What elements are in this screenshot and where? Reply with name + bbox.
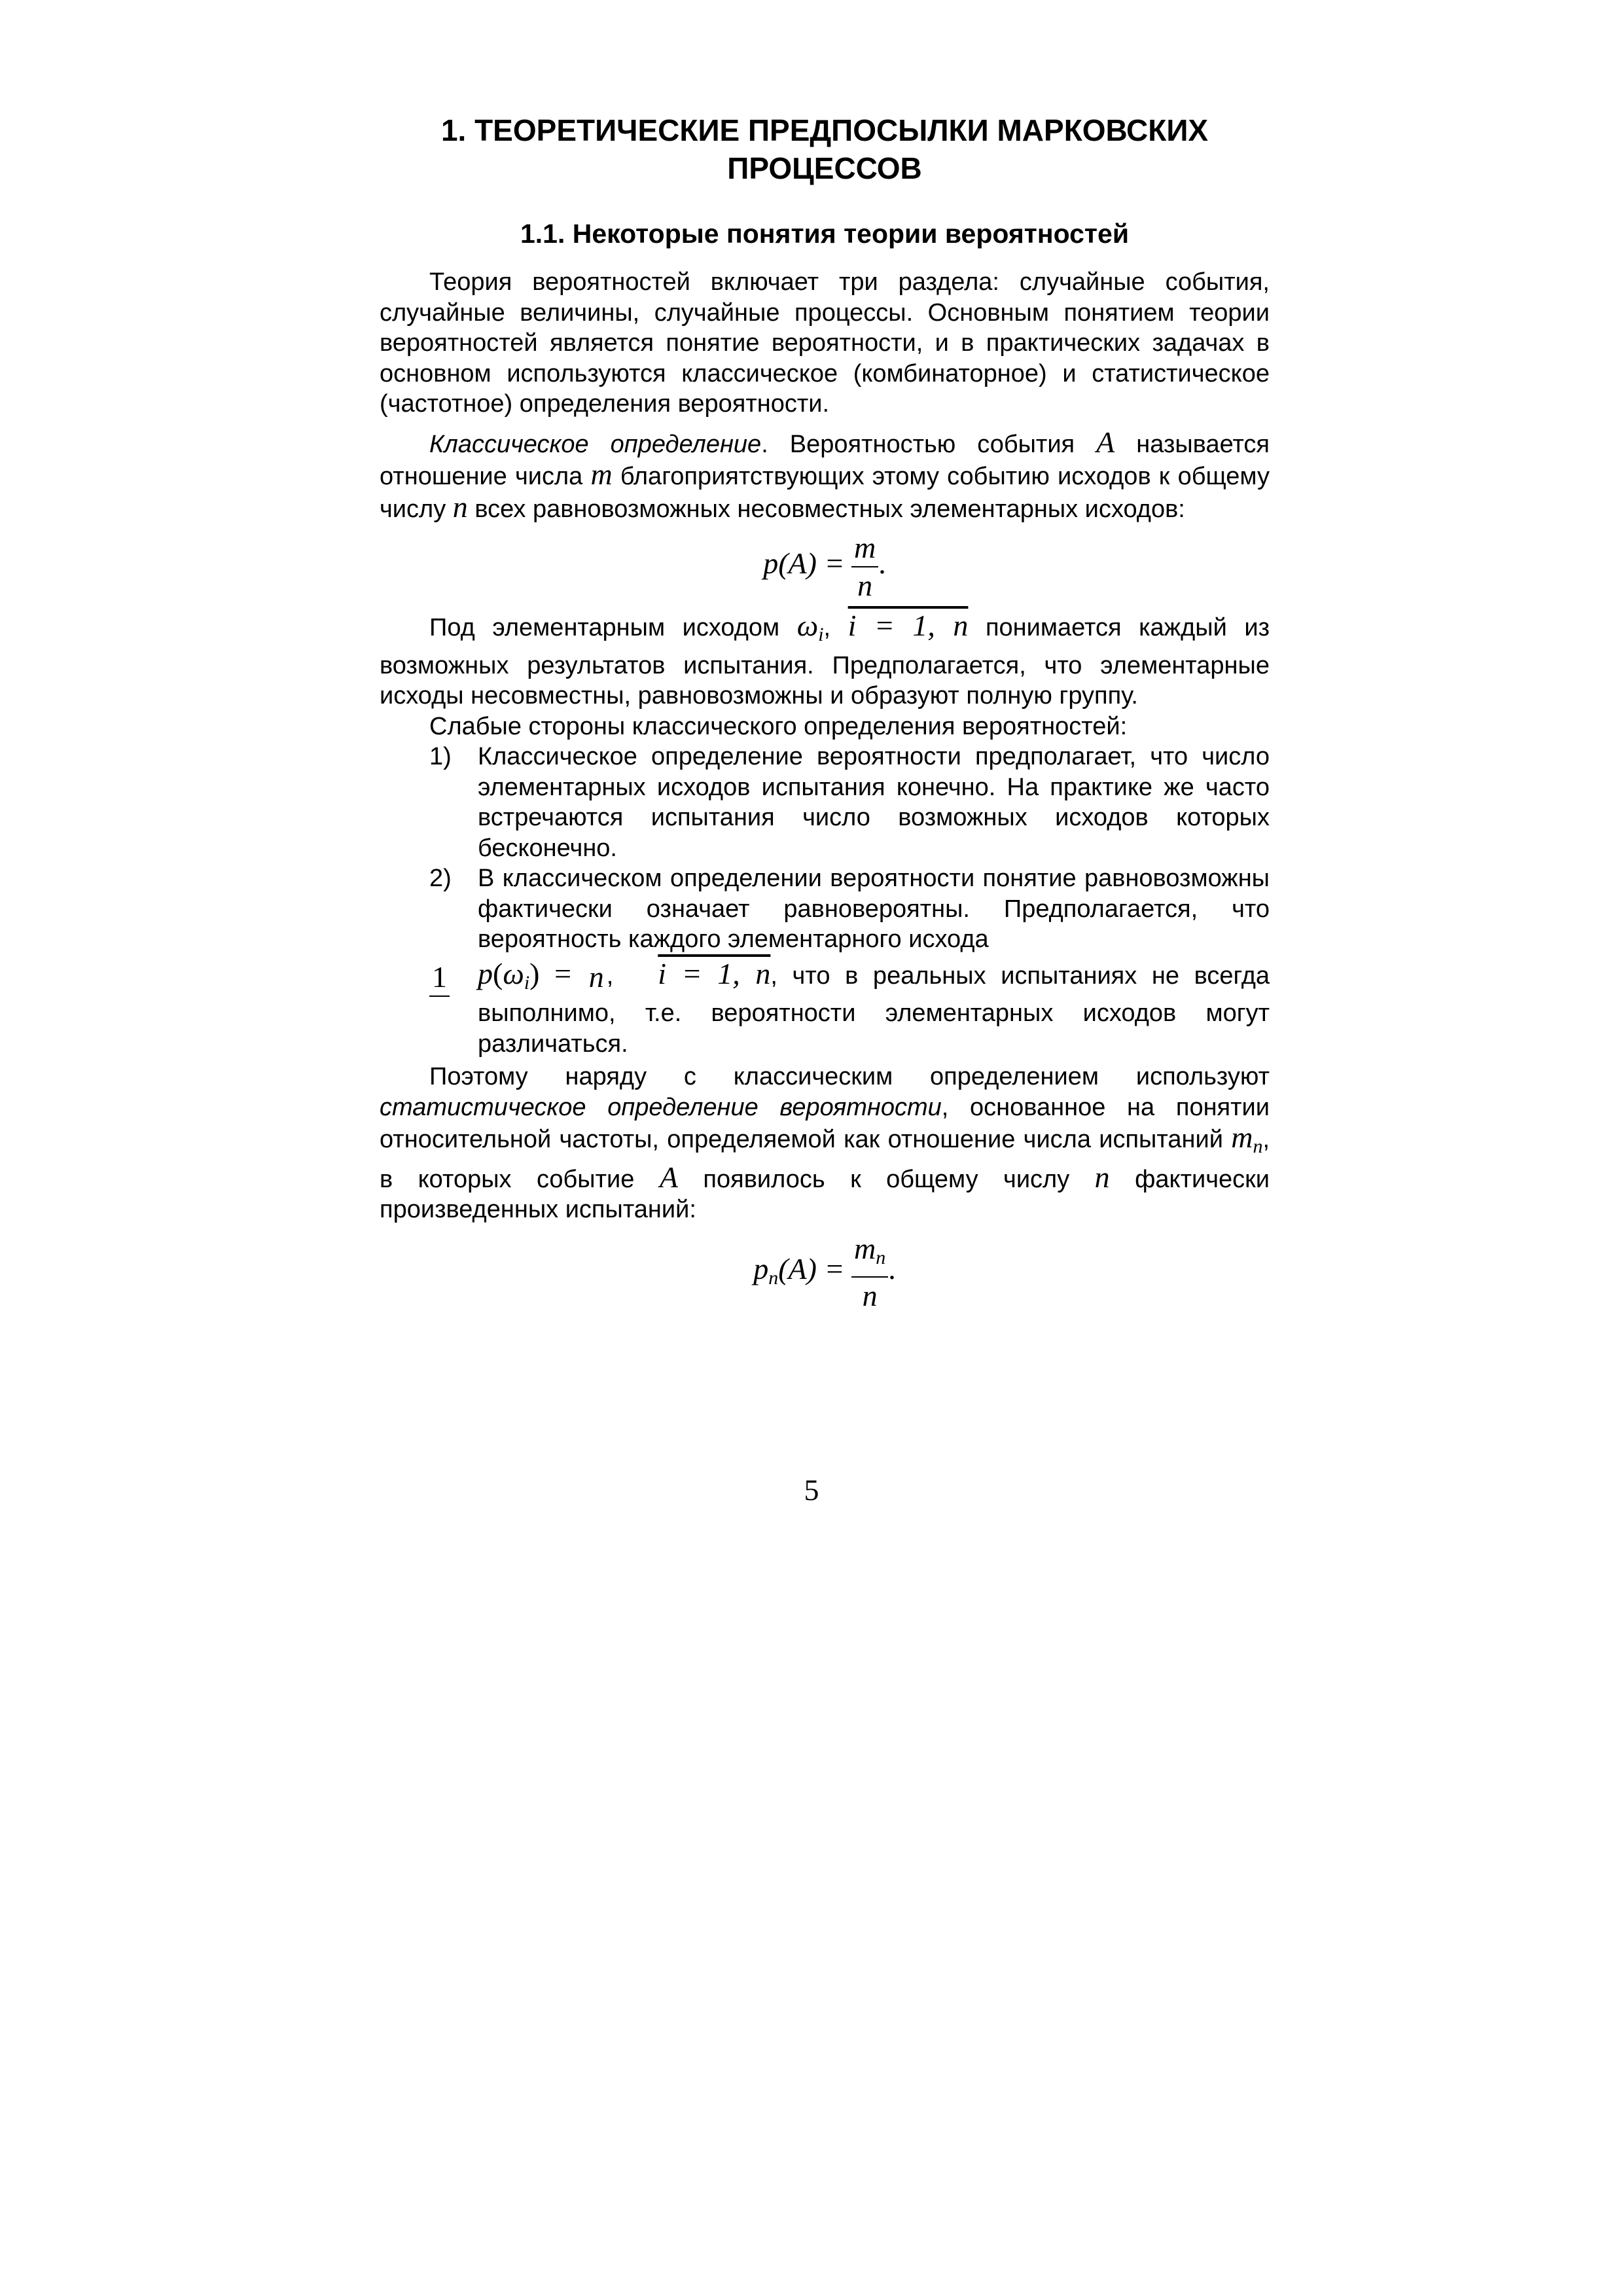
paragraph-weaknesses: Слабые стороны классического определения вероятностей: bbox=[429, 712, 1128, 740]
text-column bbox=[380, 111, 1270, 1321]
subscript-n: n bbox=[876, 1246, 886, 1268]
fraction bbox=[851, 1230, 888, 1314]
fraction-numerator: m bbox=[851, 529, 878, 567]
fraction-numerator bbox=[851, 1230, 888, 1278]
index-range: i = 1, n bbox=[847, 609, 969, 642]
text: называется отношение числа bbox=[380, 430, 1270, 490]
page-number: 5 bbox=[804, 1473, 819, 1507]
symbol-omega: ω bbox=[503, 956, 524, 990]
equals: = bbox=[554, 956, 572, 990]
chapter-title-line-2: ПРОЦЕССОВ bbox=[727, 151, 922, 185]
list-item-text: Классическое определение вероятности предполагает, что число элементарных исходов испытания конечно. На практике же часто встречаются испытания число возможных исходов которых бесконечно. bbox=[478, 743, 1270, 862]
formula-classical-probability bbox=[380, 529, 1270, 604]
subscript-i: i bbox=[524, 971, 530, 994]
text: , в которых событие bbox=[380, 1126, 1270, 1193]
term-classical-definition: Классическое определение bbox=[429, 430, 762, 458]
symbol-m: m bbox=[590, 457, 613, 491]
fraction-denominator: n bbox=[857, 569, 873, 602]
text: благоприятствующих этому событию исходов к общему числу bbox=[380, 463, 1270, 523]
formula-left-p: p bbox=[753, 1251, 769, 1285]
text: появилось к общему числу bbox=[703, 1165, 1070, 1193]
formula-left-rest: (A) = bbox=[778, 1251, 845, 1285]
list-item-text: , что в реальных испытаниях не всегда выполнимо, т.е. вероятности элементарных исходов могут различаться. bbox=[478, 961, 1270, 1058]
list-item bbox=[380, 863, 1270, 1059]
text: Поэтому наряду с классическим определением используют bbox=[429, 1063, 1270, 1091]
text: Под элементарным исходом bbox=[429, 614, 780, 641]
paren: ( bbox=[493, 956, 503, 990]
symbol-omega: ω bbox=[796, 609, 819, 642]
text: понимается каждый из возможных результатов испытания. Предполагается, что элементарные исходы несовместны, равновозможны и образуют полную группу. bbox=[380, 614, 1270, 709]
paragraph-statistical-definition bbox=[380, 1062, 1270, 1225]
formula-period: . bbox=[878, 547, 886, 581]
text: всех равновозможных несовместных элементарных исходов: bbox=[474, 495, 1185, 523]
text: . Вероятностью события bbox=[761, 430, 1075, 458]
subscript-i: i bbox=[818, 624, 824, 645]
weakness-list bbox=[380, 742, 1270, 1059]
paren: ) bbox=[529, 956, 540, 990]
symbol-n: n bbox=[452, 490, 468, 524]
paragraph-elementary-outcome: Под элементарным исходом $\omega_i$, i = 1, n понимается каждый из возможных результатов испытания. Предполагается, что элементарные исходы несовместны, равновозможны и образуют полную группу. bbox=[380, 609, 1270, 709]
formula-statistical-probability bbox=[380, 1230, 1270, 1314]
fraction-denominator: n bbox=[862, 1278, 878, 1312]
section-title: 1.1. Некоторые понятия теории вероятностей bbox=[520, 219, 1130, 249]
fraction-denominator: n bbox=[588, 960, 604, 994]
fraction-numerator: 1 bbox=[429, 959, 450, 997]
fraction bbox=[432, 959, 607, 996]
list-item bbox=[380, 742, 1270, 863]
text: фактически произведенных испытаний: bbox=[380, 1165, 1270, 1224]
symbol-m: m bbox=[854, 1231, 876, 1265]
symbol-A: A bbox=[659, 1160, 678, 1194]
paragraph-intro: Теория вероятностей включает три раздела: случайные события, случайные величины, случайные процессы. Основным понятием теории вероятностей является понятие вероятности, и в практических задачах в основном используются классическое (комбинаторное) и статистическое (частотное) определения вероятности. bbox=[380, 268, 1270, 418]
fraction bbox=[851, 529, 878, 604]
list-item-number: 1) bbox=[429, 743, 452, 770]
subscript-n: n bbox=[768, 1266, 779, 1289]
inline-formula-line: $p(\omega_i)$ = 1 n , i = 1, n, что в реальных испытаниях не всегда выполнимо, т.е. вероятности элементарных исходов могут различаться. bbox=[478, 959, 1270, 1060]
list-item-number: 2) bbox=[429, 865, 452, 892]
paragraph-classical-definition bbox=[380, 427, 1270, 525]
symbol-A: A bbox=[1096, 425, 1115, 459]
chapter-title-line-1: 1. ТЕОРЕТИЧЕСКИЕ ПРЕДПОСЫЛКИ МАРКОВСКИХ bbox=[440, 113, 1209, 147]
list-item-text: В классическом определении вероятности понятие равновозможны фактически означает равновероятны. Предполагается, что вероятность каждого элементарного исхода bbox=[478, 865, 1270, 953]
formula-period: . bbox=[888, 1251, 896, 1285]
subscript-n: n bbox=[1253, 1136, 1263, 1158]
text: , основанное на понятии относительной частоты, определяемой как отношение числа испытаний bbox=[380, 1093, 1270, 1154]
index-range: i = 1, n bbox=[658, 956, 771, 990]
symbol-m: m bbox=[1231, 1121, 1253, 1155]
symbol-p: p bbox=[478, 956, 493, 990]
term-statistical-definition: статистическое определение вероятности bbox=[380, 1093, 942, 1121]
symbol-n: n bbox=[1094, 1160, 1110, 1194]
formula-left-side: p(A) = bbox=[763, 547, 845, 581]
chapter-title bbox=[380, 111, 1270, 187]
